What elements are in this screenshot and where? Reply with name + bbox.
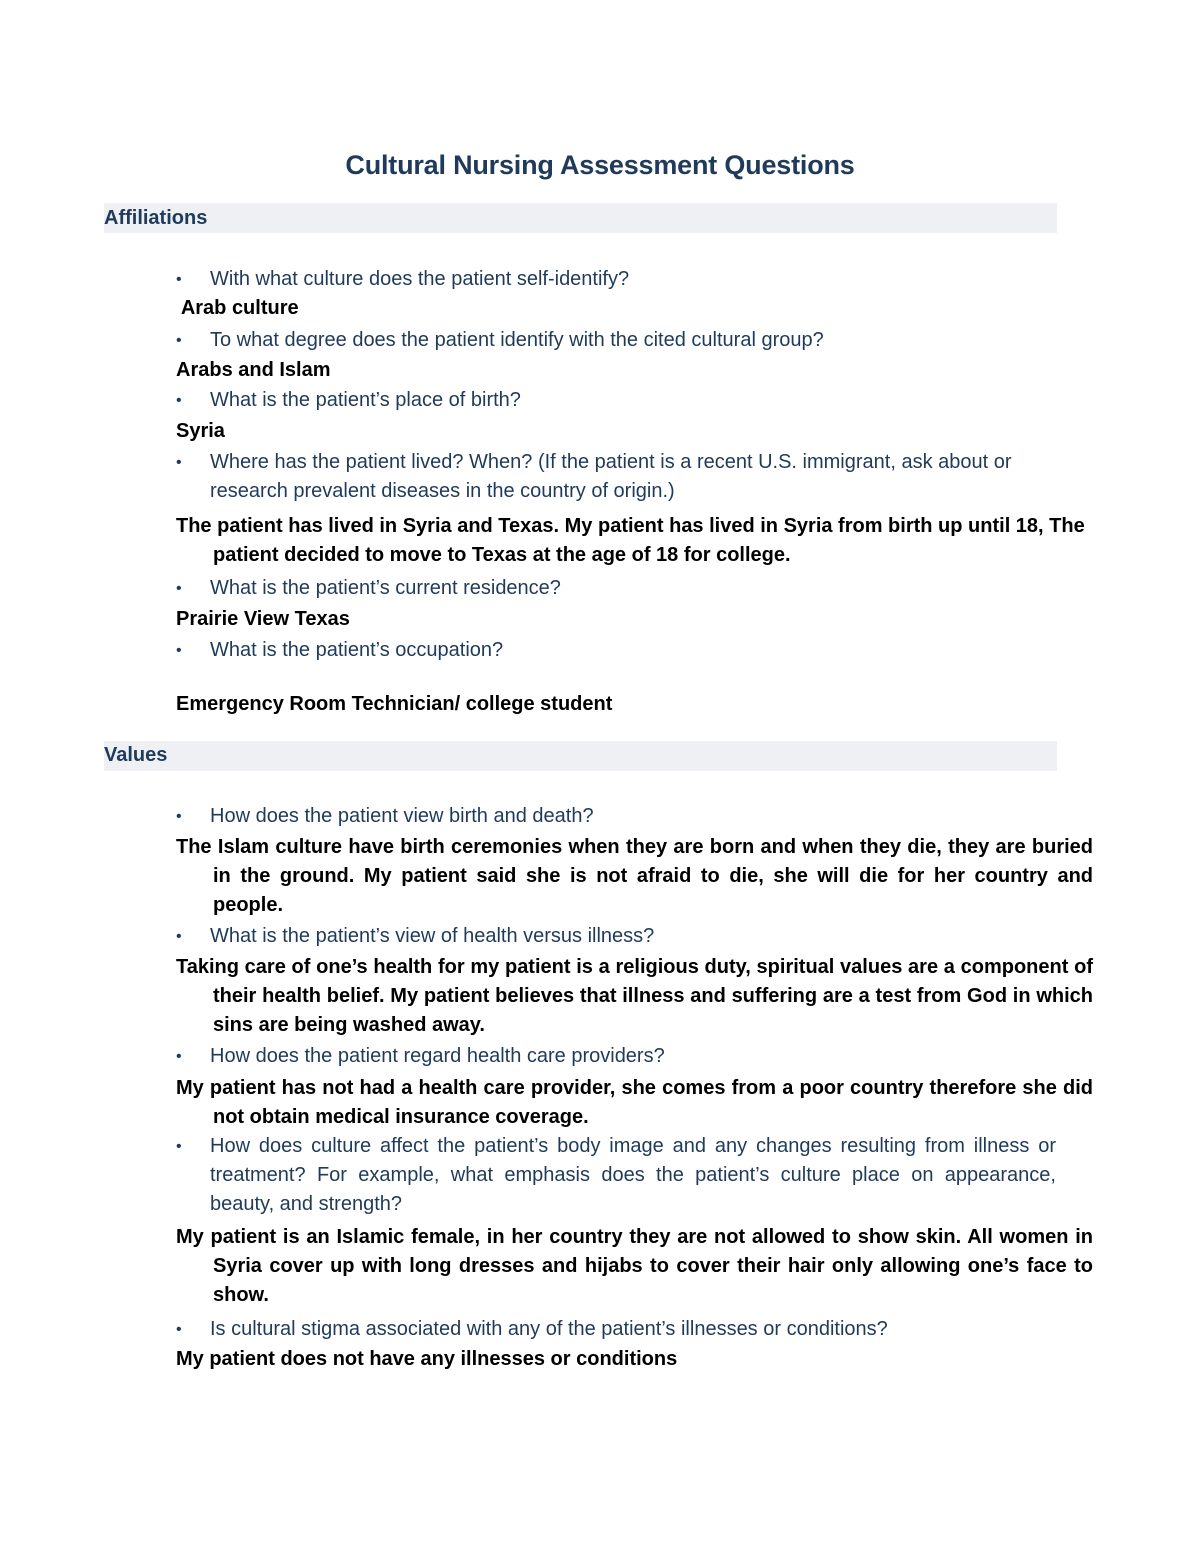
bullet-icon: • bbox=[176, 928, 182, 945]
question-item bbox=[176, 1042, 1056, 1071]
question-text: What is the patient’s occupation? bbox=[210, 639, 504, 661]
bullet-icon: • bbox=[176, 580, 182, 597]
question-text: Where has the patient lived? When? (If the patient is a recent U.S. immigrant, ask about or research prevalent diseases in the country of origin.) bbox=[210, 451, 1012, 502]
question-text: How does the patient view birth and death? bbox=[210, 805, 594, 827]
bullet-icon: • bbox=[176, 392, 182, 409]
answer-text: The patient has lived in Syria and Texas. My patient has lived in Syria from birth up until 18, The patient decided to move to Texas at the age of 18 for college. bbox=[176, 515, 1085, 566]
question-text: How does culture affect the patient’s body image and any changes resulting from illness or treatment? For example, what emphasis does the patient’s culture place on appearance, beauty, and strength? bbox=[210, 1135, 1056, 1215]
question-item bbox=[176, 448, 1056, 506]
question-text: With what culture does the patient self-identify? bbox=[210, 268, 630, 290]
question-item bbox=[176, 802, 1056, 831]
answer-text: Taking care of one’s health for my patient is a religious duty, spiritual values are a component of their health belief. My patient believes that illness and suffering are a test from God in which sins are being washed away. bbox=[176, 956, 1093, 1036]
answer-text: The Islam culture have birth ceremonies when they are born and when they die, they are buried in the ground. My patient said she is not afraid to die, she will die for her country and people. bbox=[176, 836, 1093, 916]
answer-text: Prairie View Texas bbox=[176, 608, 350, 630]
question-text: Is cultural stigma associated with any of the patient’s illnesses or conditions? bbox=[210, 1318, 888, 1340]
bullet-icon: • bbox=[176, 1048, 182, 1065]
answer-text: Syria bbox=[176, 420, 225, 442]
bullet-icon: • bbox=[176, 332, 182, 349]
question-text: What is the patient’s place of birth? bbox=[210, 389, 521, 411]
question-item bbox=[176, 265, 1056, 294]
question-text: What is the patient’s view of health versus illness? bbox=[210, 925, 655, 947]
answer-text: My patient is an Islamic female, in her country they are not allowed to show skin. All women in Syria cover up with long dresses and hijabs to cover their hair only allowing one’s face to show. bbox=[176, 1226, 1093, 1306]
answer-text: Emergency Room Technician/ college student bbox=[176, 693, 613, 715]
bullet-icon: • bbox=[176, 642, 182, 659]
bullet-icon: • bbox=[176, 1321, 182, 1338]
bullet-icon: • bbox=[176, 1138, 182, 1155]
question-item bbox=[176, 1132, 1056, 1219]
answer-text: Arabs and Islam bbox=[176, 359, 331, 381]
question-item bbox=[176, 386, 1056, 415]
question-text: How does the patient regard health care providers? bbox=[210, 1045, 665, 1067]
bullet-icon: • bbox=[176, 271, 182, 288]
answer-text: Arab culture bbox=[176, 297, 299, 319]
answer-text: My patient does not have any illnesses or conditions bbox=[176, 1348, 678, 1370]
question-text: To what degree does the patient identify with the cited cultural group? bbox=[210, 329, 824, 351]
question-item bbox=[176, 636, 1056, 665]
question-item bbox=[176, 922, 1056, 951]
section-header-values-bar bbox=[104, 741, 1057, 771]
bullet-icon: • bbox=[176, 454, 182, 471]
page-title: Cultural Nursing Assessment Questions bbox=[345, 150, 855, 180]
question-item bbox=[176, 1315, 1056, 1344]
section-heading-affiliations: Affiliations bbox=[104, 207, 208, 229]
bullet-icon: • bbox=[176, 808, 182, 825]
question-item bbox=[176, 326, 1056, 355]
answer-text: My patient has not had a health care provider, she comes from a poor country therefore she did not obtain medical insurance coverage. bbox=[176, 1077, 1093, 1128]
section-header-affiliations-bar bbox=[104, 203, 1057, 233]
question-text: What is the patient’s current residence? bbox=[210, 577, 561, 599]
question-item bbox=[176, 574, 1056, 603]
section-heading-values: Values bbox=[104, 744, 168, 766]
